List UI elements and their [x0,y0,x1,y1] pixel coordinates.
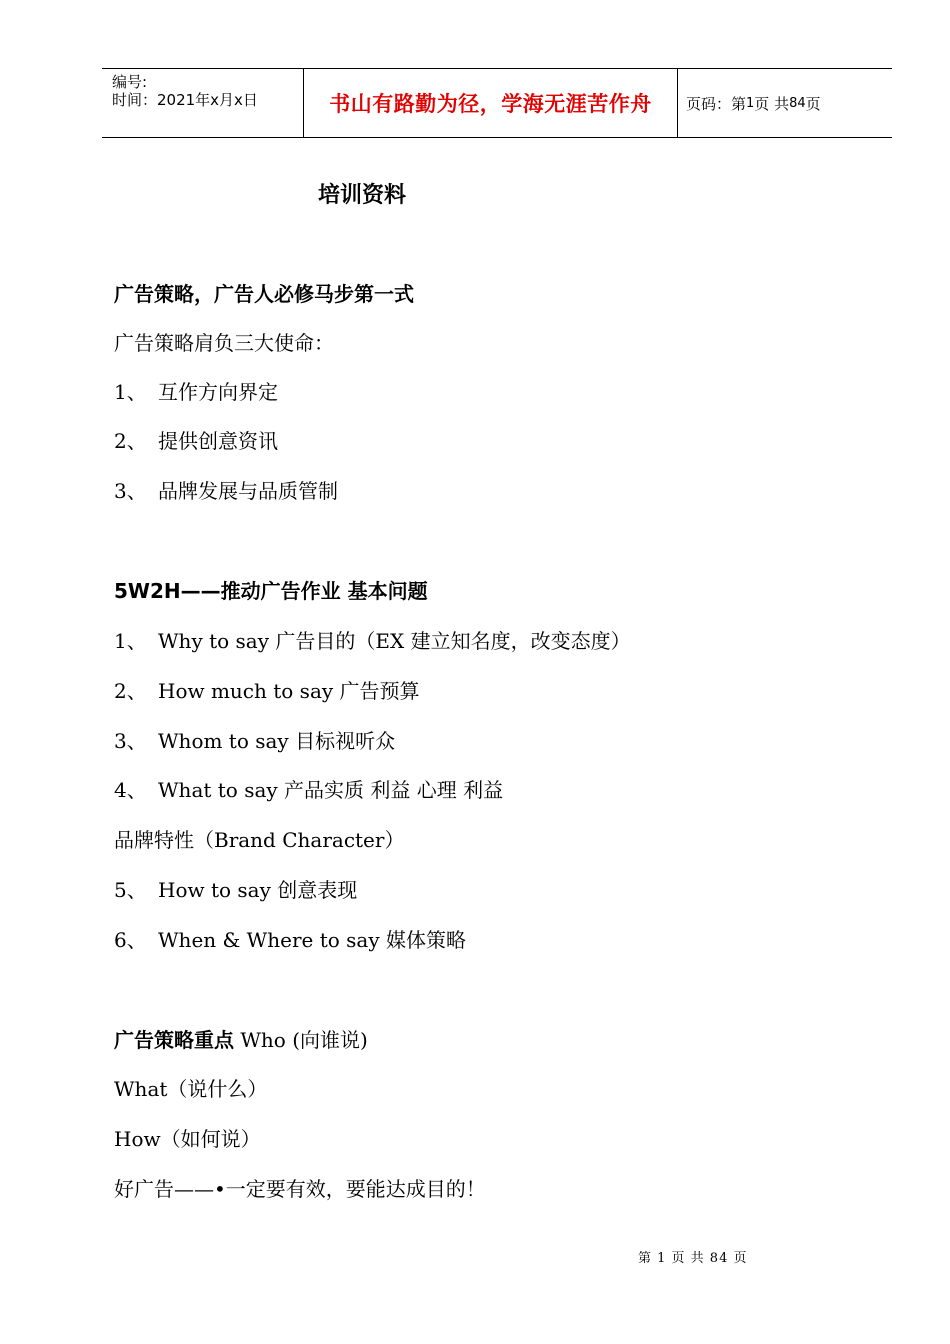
document-header [102,68,892,138]
page-code-prefix: 页码：第 [686,94,747,113]
list-item [114,627,631,655]
number-label: 编号: [112,73,148,91]
list-text: How to say 创意表现 [158,878,358,902]
page-suffix: 页 [805,94,821,113]
list-number: 2、 [114,429,147,453]
page-current: 1 [746,95,755,111]
header-motto-cell [304,69,678,137]
what-line: What（说什么） [114,1077,268,1101]
list-text: 品牌发展与品质管制 [158,479,338,503]
list-item [114,876,357,904]
list-item [114,427,278,455]
list-text: 提供创意资讯 [158,429,278,453]
section2-heading: 5W2H——推动广告作业 基本问题 [114,579,428,603]
header-page-cell [678,69,892,137]
motto-text: 书山有路勤为径，学海无涯苦作舟 [329,92,652,116]
list-item [114,677,420,705]
list-number: 3、 [114,729,147,753]
section3-heading-rest: Who (向谁说) [234,1028,368,1052]
how-line: How（如何说） [114,1127,261,1151]
list-text: When & Where to say 媒体策略 [158,928,466,952]
list-number: 3、 [114,479,147,503]
list-item [114,776,503,804]
list-number: 6、 [114,928,147,952]
list-number: 5、 [114,878,147,902]
good-ad-line: 好广告——•一定要有效，要能达成目的！ [114,1177,486,1201]
list-item [114,378,278,406]
list-number: 1、 [114,629,147,653]
section3-heading-bold: 广告策略重点 [114,1028,234,1052]
page-mid: 页 共 [754,94,790,113]
list-number: 1、 [114,380,147,404]
section1-heading: 广告策略，广告人必修马步第一式 [114,282,414,306]
page-footer: 第 1 页 共 84 页 [638,1251,748,1266]
page-total: 84 [789,95,806,111]
section3-heading [114,1026,368,1054]
list-item [114,727,395,755]
header-meta-cell [102,69,304,137]
list-item [114,477,338,505]
document-title: 培训资料 [318,183,407,208]
brand-character-line: 品牌特性（Brand Character） [114,828,405,852]
list-text: 互作方向界定 [158,380,278,404]
list-number: 4、 [114,778,147,802]
list-text: How much to say 广告预算 [158,679,420,703]
list-item [114,926,466,954]
time-label: 时间：2021年x月x日 [112,91,258,109]
list-text: Whom to say 目标视听众 [158,729,396,753]
list-text: Why to say 广告目的（EX 建立知名度，改变态度） [158,629,631,653]
section1-intro: 广告策略肩负三大使命： [114,331,334,355]
list-text: What to say 产品实质 利益 心理 利益 [158,778,504,802]
list-number: 2、 [114,679,147,703]
